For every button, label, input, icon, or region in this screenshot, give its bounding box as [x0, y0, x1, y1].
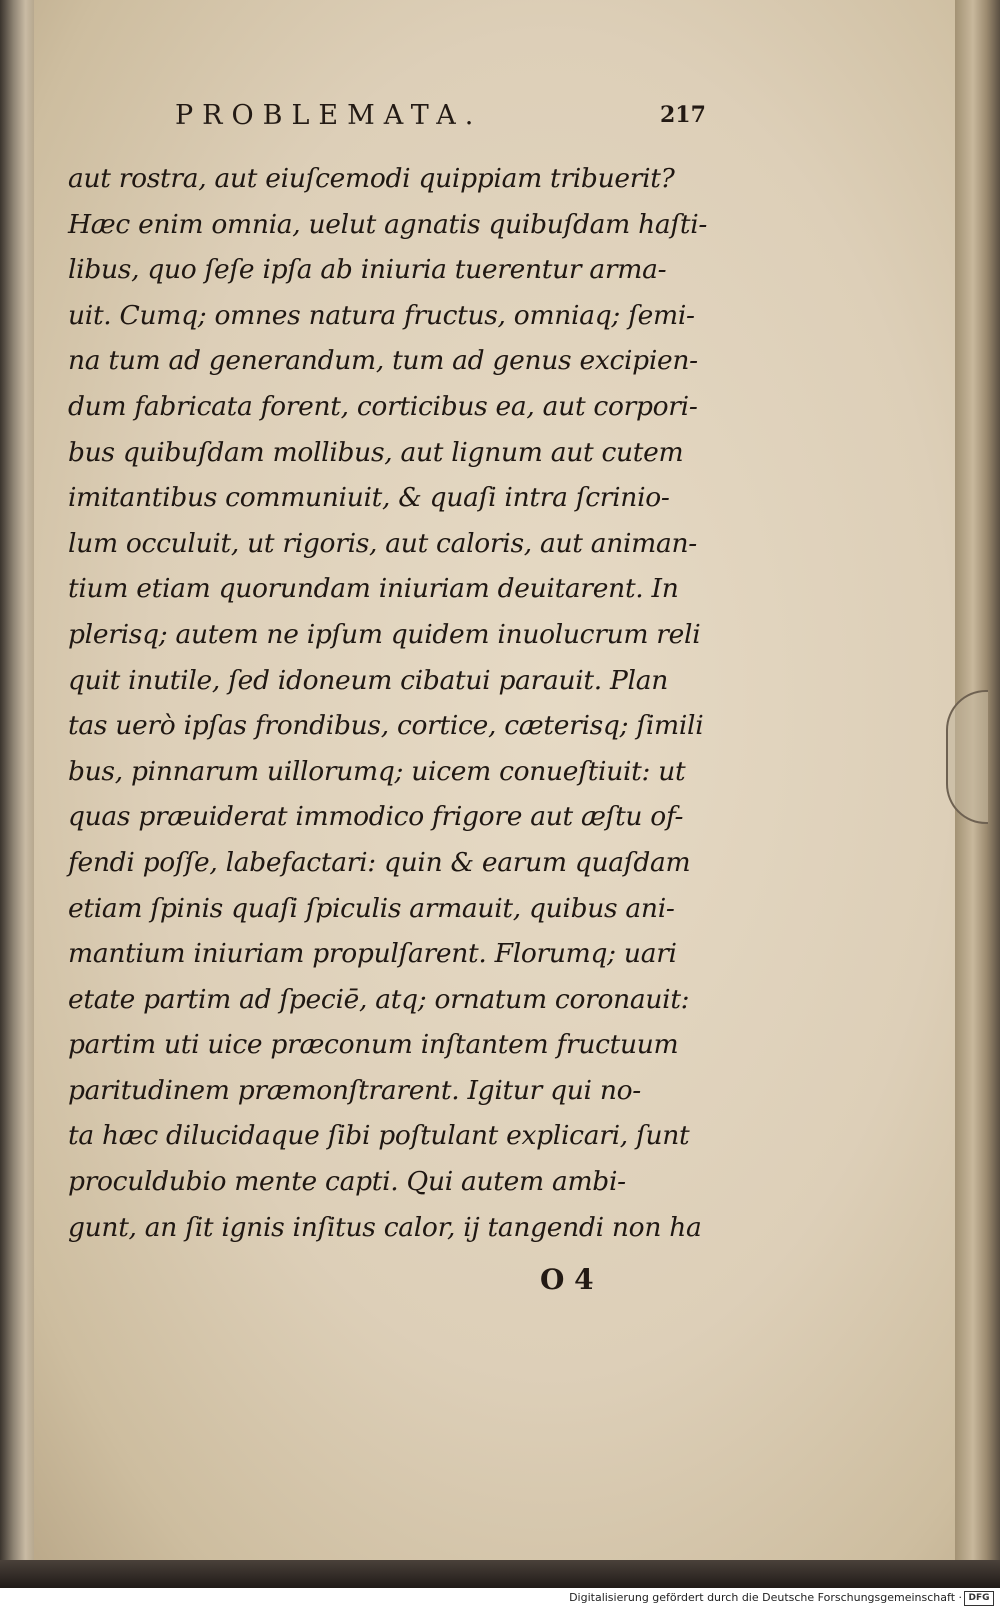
text-line: aut rostra, aut eiuſcemodi quippiam tribuerit?	[68, 163, 675, 194]
text-line: tium etiam quorundam iniuriam deuitarent. In	[68, 573, 679, 605]
text-line: fendi poſſe, labefactari: quin & earum quaſdam	[68, 846, 691, 878]
text-line: quit inutile, ſed idoneum cibatui parauit. Plan	[68, 664, 668, 696]
text-line: imitantibus communiuit, & quaſi intra ſcrinio-	[68, 482, 670, 514]
text-line: etate partim ad ſpeciē, atq; ornatum coronauit:	[68, 983, 690, 1015]
text-line: bus quibuſdam mollibus, aut lignum aut cutem	[68, 436, 684, 468]
page-header	[175, 100, 715, 140]
signature-mark: O 4	[540, 1263, 594, 1296]
text-line: gunt, an ſit ignis inſitus calor, ij tangendi non ha	[68, 1211, 702, 1243]
clip-tab-shape	[946, 690, 988, 824]
body-text	[68, 156, 718, 1250]
text-line: proculdubio mente capti. Qui autem ambi-	[68, 1166, 626, 1198]
text-line: plerisq; autem ne ipſum quidem inuolucrum reli	[68, 618, 701, 650]
text-line: paritudinem præmonſtrarent. Igitur qui no-	[68, 1074, 641, 1106]
text-line: uit. Cumq; omnes natura fructus, omniaq; ſemi-	[68, 299, 695, 331]
footer-bar	[0, 1588, 1000, 1608]
folio-number: 217	[660, 102, 706, 128]
text-line: bus, pinnarum uillorumq; uicem conueſtiuit: ut	[68, 755, 686, 787]
text-line: dum fabricata forent, corticibus ea, aut corpori-	[68, 390, 698, 422]
text-line: ta hæc dilucidaque ſibi poſtulant explicari, ſunt	[68, 1120, 690, 1152]
text-line: lum occuluit, ut rigoris, aut caloris, aut animan-	[68, 527, 697, 559]
footer-credit: Digitalisierung gefördert durch die Deutsche Forschungsgemeinschaft ·	[569, 1591, 962, 1604]
text-line: etiam ſpinis quaſi ſpiculis armauit, quibus ani-	[68, 892, 675, 924]
text-line: partim uti uice præconum inſtantem fructuum	[68, 1029, 679, 1061]
text-line: quas præuiderat immodico frigore aut æſtu of-	[68, 801, 684, 833]
dfg-logo: DFG	[964, 1591, 994, 1606]
bottom-shadow	[0, 1560, 1000, 1588]
text-line: mantium iniuriam propulſarent. Florumq; uari	[68, 938, 677, 970]
facing-page-edge	[0, 0, 34, 1588]
running-title: PROBLEMATA.	[175, 100, 483, 131]
text-line: na tum ad generandum, tum ad genus excipien-	[68, 345, 698, 377]
text-line: libus, quo ſeſe ipſa ab iniuria tuerentur arma-	[68, 254, 667, 286]
text-line: Hæc enim omnia, uelut agnatis quibuſdam haſti-	[68, 208, 708, 240]
text-line: tas uerò ipſas frondibus, cortice, cæterisq; ſimili	[68, 710, 704, 742]
